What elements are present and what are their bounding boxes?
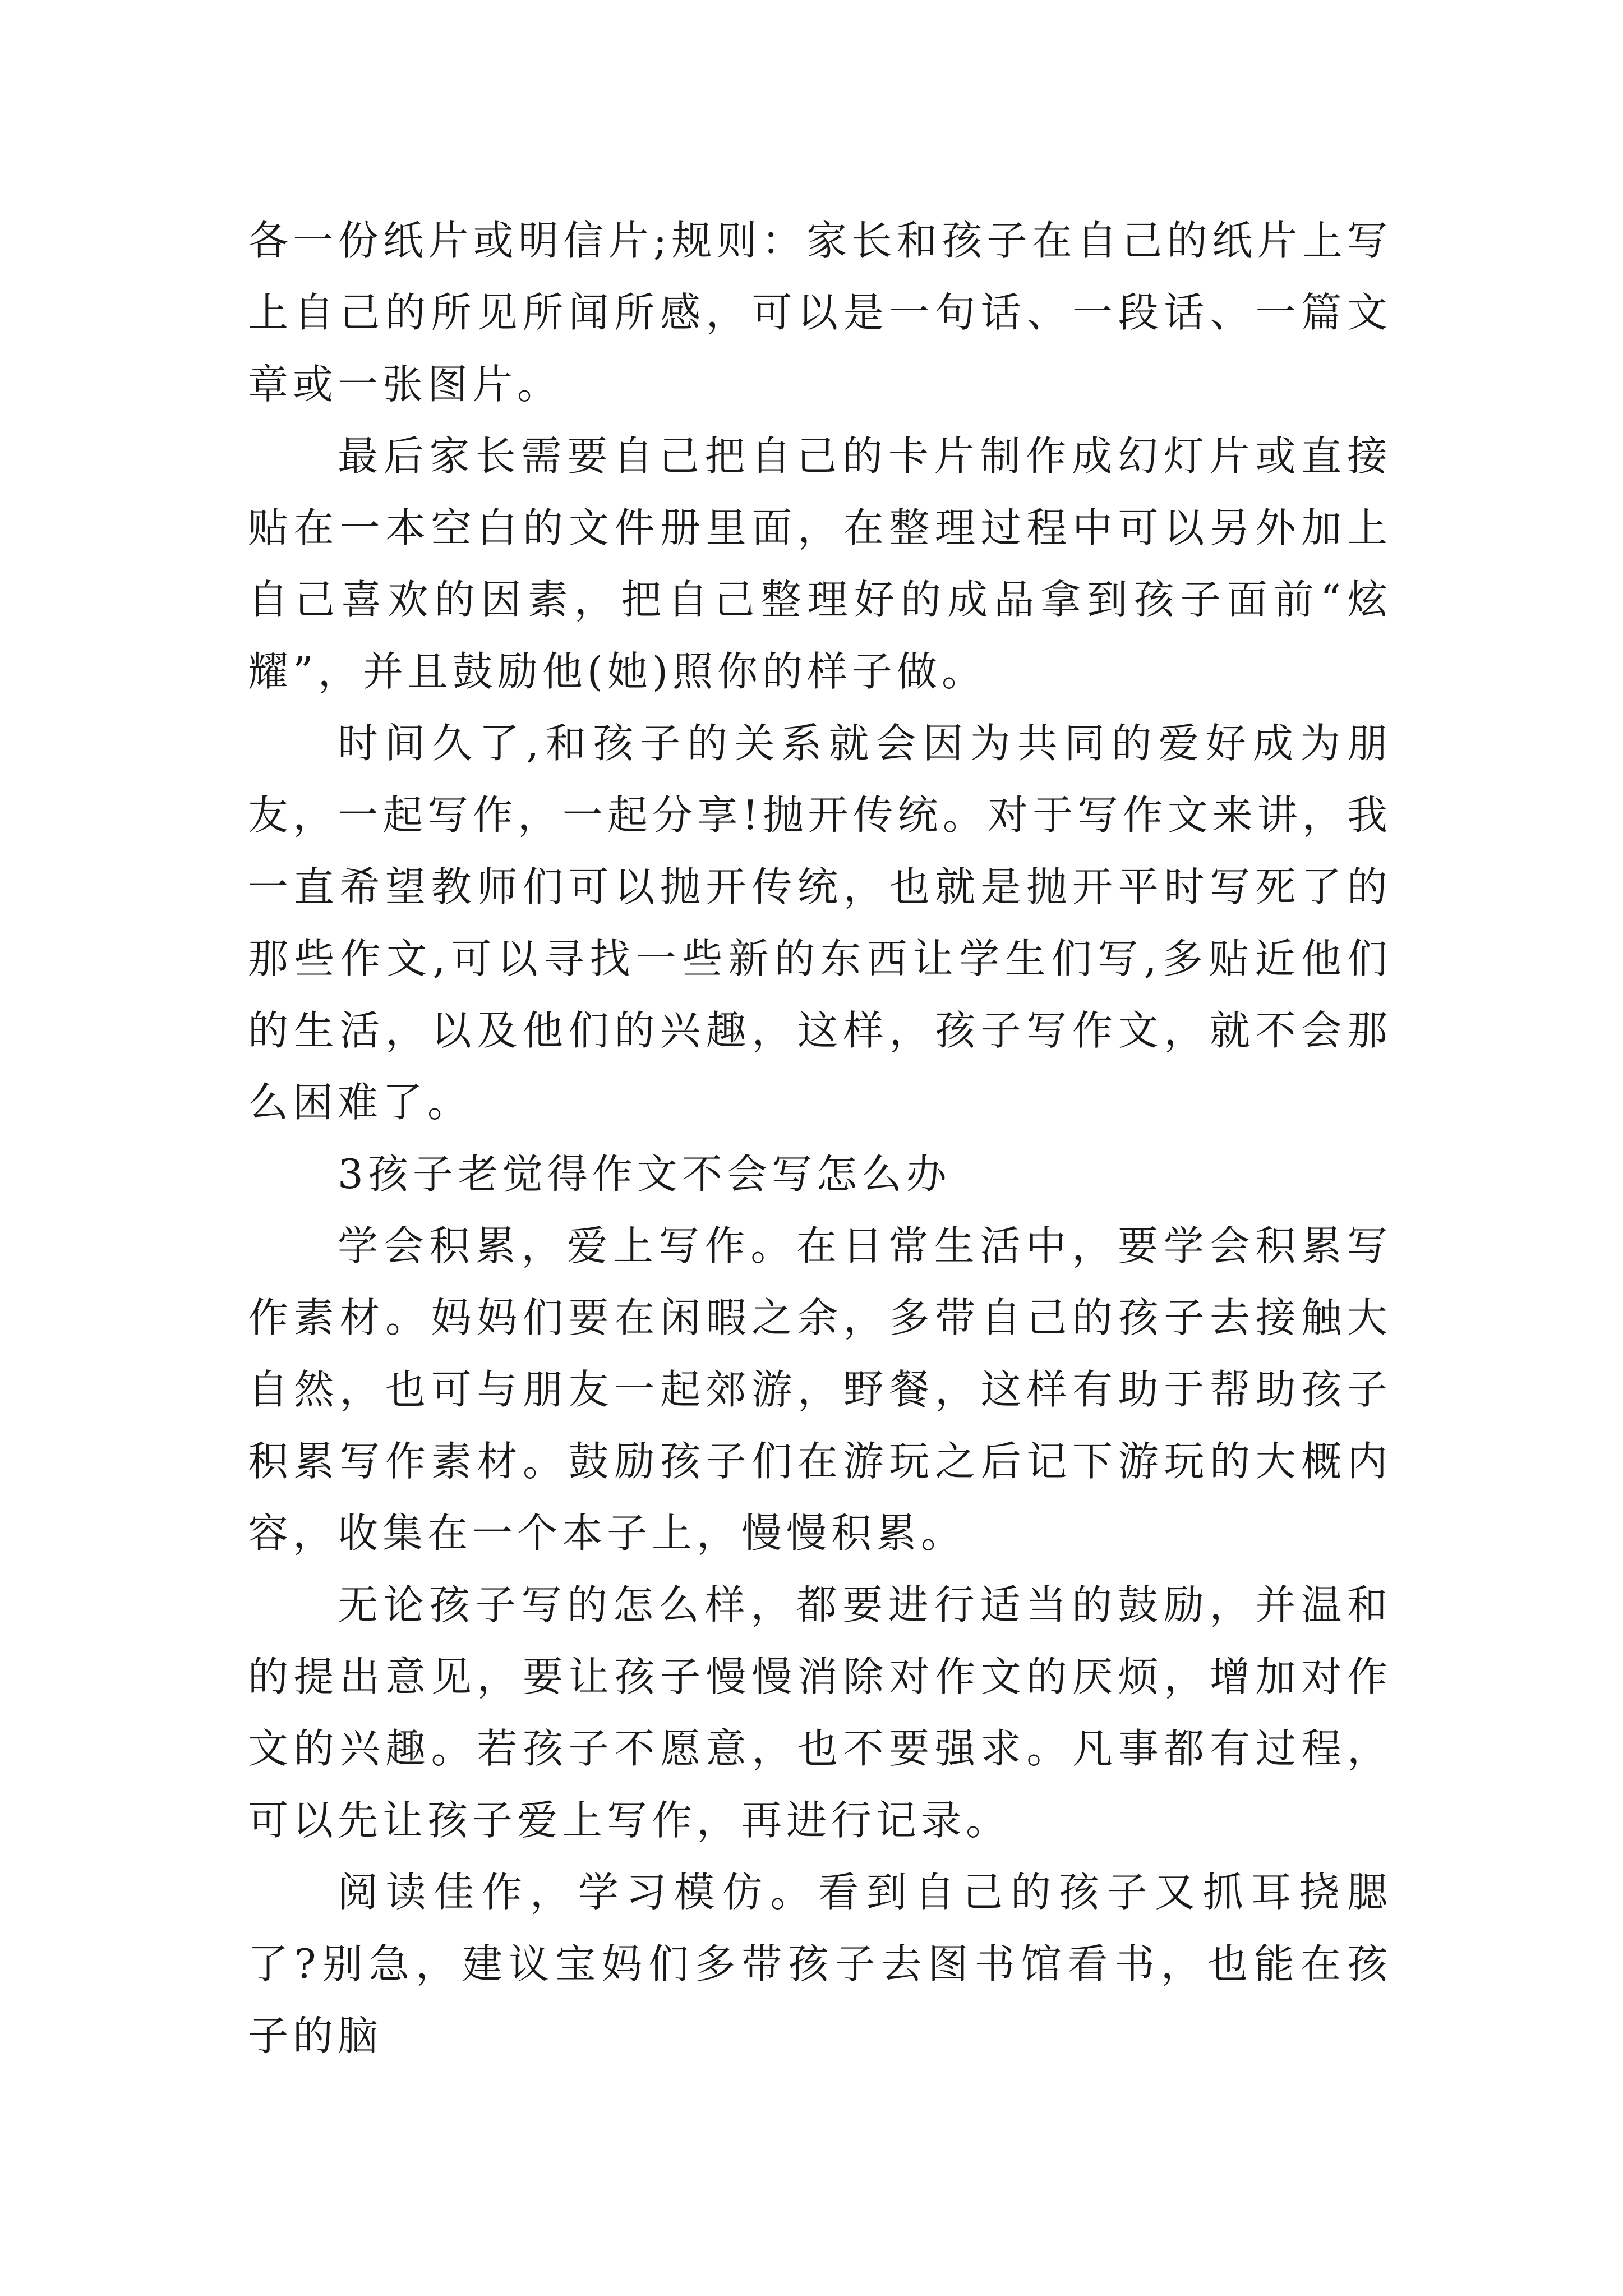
document-body [248,205,1392,2072]
paragraph-6: 阅读佳作，学习模仿。看到自己的孩子又抓耳挠腮了?别急，建议宝妈们多带孩子去图书馆看书，也能在孩子的脑 [248,1869,1392,2059]
paragraph-3: 时间久了,和孩子的关系就会因为共同的爱好成为朋友，一起写作，一起分享!抛开传统。对于写作文来讲，我一直希望教师们可以抛开传统，也就是抛开平时写死了的那些作文,可以寻找一些新的东西让学生们写,多贴近他们的生活，以及他们的兴趣，这样，孩子写作文，就不会那么困难了。 [248,720,1392,1126]
paragraph-2: 最后家长需要自己把自己的卡片制作成幻灯片或直接贴在一本空白的文件册里面，在整理过程中可以另外加上自己喜欢的因素，把自己整理好的成品拿到孩子面前“炫耀”，并且鼓励他(她)照你的样子做。 [248,432,1392,695]
paragraph-1: 各一份纸片或明信片;规则：家长和孩子在自己的纸片上写上自己的所见所闻所感，可以是一句话、一段话、一篇文章或一张图片。 [248,217,1392,408]
paragraph-4: 学会积累，爱上写作。在日常生活中，要学会积累写作素材。妈妈们要在闲暇之余，多带自己的孩子去接触大自然，也可与朋友一起郊游，野餐，这样有助于帮助孩子积累写作素材。鼓励孩子们在游玩之后记下游玩的大概内容，收集在一个本子上，慢慢积累。 [248,1222,1392,1557]
paragraph-5: 无论孩子写的怎么样，都要进行适当的鼓励，并温和的提出意见，要让孩子慢慢消除对作文的厌烦，增加对作文的兴趣。若孩子不愿意，也不要强求。凡事都有过程，可以先让孩子爱上写作，再进行记录。 [248,1581,1392,1844]
section-heading: 3孩子老觉得作文不会写怎么办 [338,1151,951,1198]
